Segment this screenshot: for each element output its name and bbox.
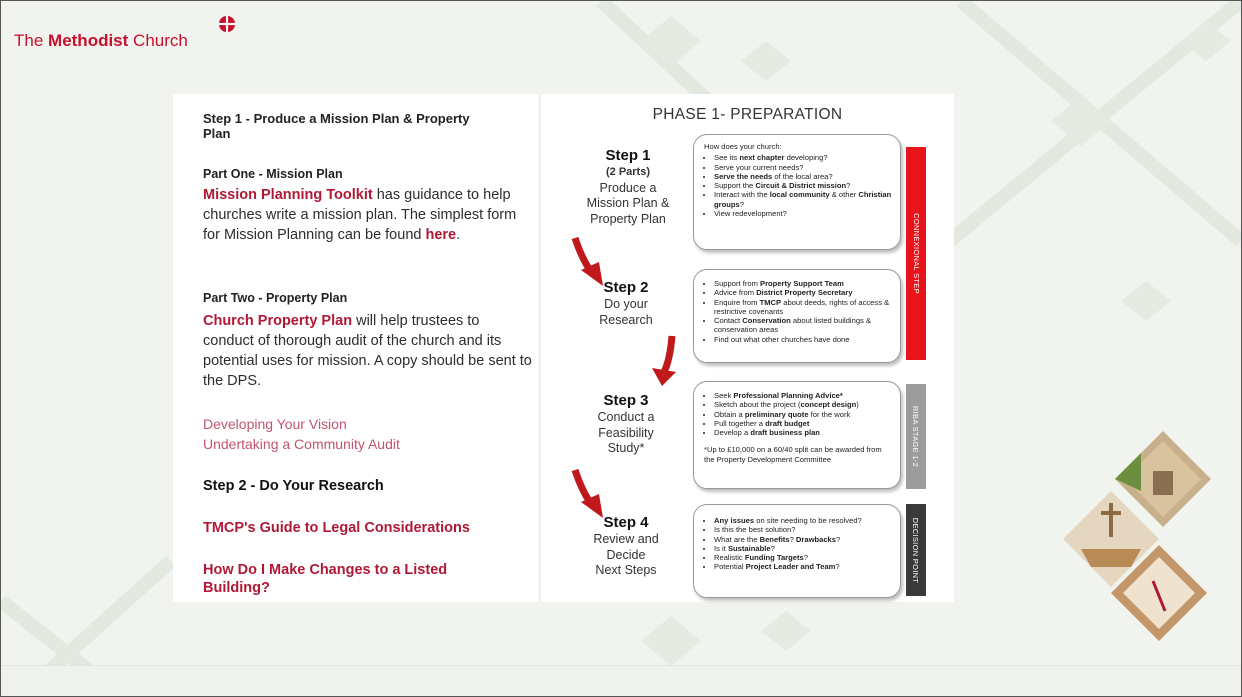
step2-box: • Support from Property Support Team • Advice from District Property Secretary • Enquire from TMCP about deeds, rights of access & restrictive covenants • Contact Conservation about listed buildings & conservation areas • Find out what other churches have done bbox=[693, 269, 901, 363]
part-two-heading: Part Two - Property Plan bbox=[203, 291, 348, 305]
part-one-text: Mission Planning Toolkit has guidance to help churches write a mission plan. The simplest form for Mission Planning can be found here. bbox=[203, 187, 517, 243]
step2-heading: Step 2 - Do Your Research bbox=[203, 478, 384, 494]
phase-diagram bbox=[541, 94, 954, 602]
step2-label: Step 2 Do your Research bbox=[599, 279, 653, 327]
church-photos bbox=[1061, 431, 1221, 671]
footer-band bbox=[1, 665, 1241, 696]
down-arrow-icon bbox=[646, 334, 682, 388]
here-link[interactable]: here bbox=[425, 227, 457, 243]
part-one-heading: Part One - Mission Plan bbox=[203, 167, 343, 181]
connexional-step-bar: CONNEXIONAL STEP bbox=[906, 147, 926, 360]
mission-planning-toolkit-link[interactable]: Mission Planning Toolkit bbox=[203, 187, 373, 203]
step1-box: How does your church: • See its next chapter developing? • Serve your current needs? • Serve the needs of the local area? • Support the Circuit & District mission? • Interact with the local community & other Christian groups? • View redevelopment? bbox=[693, 134, 901, 250]
phase-title: PHASE 1- PREPARATION bbox=[652, 106, 843, 123]
guidance-panel bbox=[173, 94, 538, 602]
step4-box: • Any issues on site needing to be resolved? • Is this the best solution? • What are the Benefits? Drawbacks? • Is it Sustainable? • Realistic Funding Targets? • Potential Project Leader and Team? bbox=[693, 504, 901, 598]
down-arrow-icon bbox=[571, 234, 611, 290]
down-arrow-icon bbox=[571, 466, 611, 522]
community-audit-link[interactable]: Undertaking a Community Audit bbox=[203, 436, 400, 452]
church-property-plan-link[interactable]: Church Property Plan bbox=[203, 313, 353, 329]
listed-building-link[interactable]: How Do I Make Changes to a Listed Building? bbox=[203, 562, 448, 596]
riba-stage-bar: RIBA STAGE 1-2 bbox=[906, 384, 926, 489]
step1-heading: Step 1 - Produce a Mission Plan & Property Plan bbox=[203, 111, 470, 141]
step1-label: Step 1 (2 Parts) Produce a Mission Plan & Property Plan bbox=[586, 147, 670, 226]
methodist-logo: The Methodist Church bbox=[14, 31, 188, 50]
decision-point-bar: DECISION POINT bbox=[906, 504, 926, 596]
step3-label: Step 3 Conduct a Feasibility Study* bbox=[597, 392, 655, 455]
tmcp-guide-link[interactable]: TMCP's Guide to Legal Considerations bbox=[203, 520, 470, 536]
step4-label: Step 4 Review and Decide Next Steps bbox=[593, 514, 659, 577]
part-two-text: Church Property Plan will help trustees to conduct of thorough audit of the church and its potential uses for mission. A copy should be sent to the DPS. bbox=[203, 313, 532, 389]
step3-box: • Seek Professional Planning Advice* • Sketch about the project (concept design) • Obtain a preliminary quote for the work • Pull together a draft budget • Develop a draft business plan *Up to £10,000 on a 60/40 split can be awarded from the Property Development Committee bbox=[693, 381, 901, 489]
cross-orb-icon bbox=[218, 15, 236, 33]
developing-vision-link[interactable]: Developing Your Vision bbox=[203, 416, 347, 432]
